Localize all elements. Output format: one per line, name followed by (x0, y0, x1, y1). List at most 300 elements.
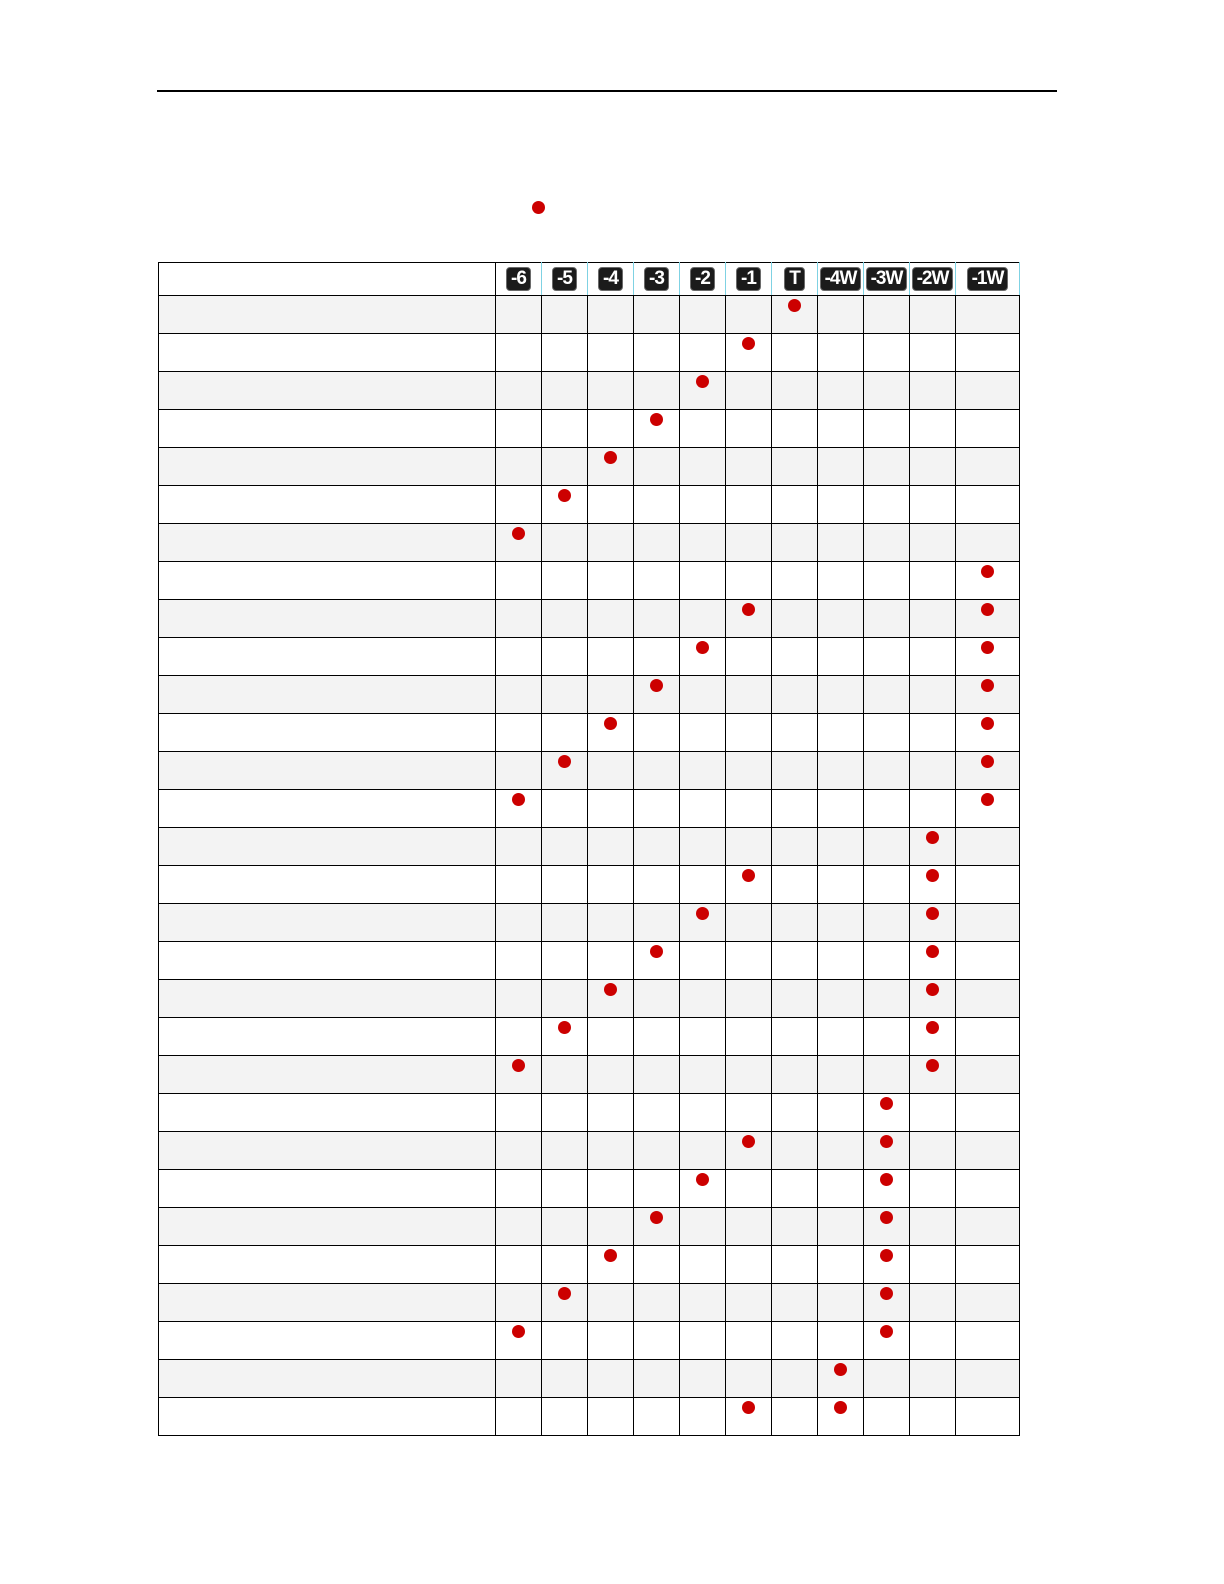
red-dot-icon (742, 337, 755, 350)
matrix-cell (634, 714, 680, 752)
matrix-cell (726, 752, 772, 790)
red-dot-icon (981, 755, 994, 768)
matrix-cell (864, 714, 910, 752)
matrix-cell (726, 1284, 772, 1322)
matrix-cell (542, 638, 588, 676)
row-label (159, 1360, 496, 1398)
matrix-cell (496, 1132, 542, 1170)
matrix-cell (496, 1018, 542, 1056)
red-dot-icon (926, 945, 939, 958)
matrix-cell (910, 638, 956, 676)
matrix-cell (542, 828, 588, 866)
matrix-cell (818, 1246, 864, 1284)
matrix-cell (542, 1360, 588, 1398)
matrix-cell (910, 866, 956, 904)
matrix-cell (910, 714, 956, 752)
matrix-cell (588, 828, 634, 866)
matrix-cell (726, 448, 772, 486)
matrix-cell (542, 980, 588, 1018)
matrix-cell (726, 524, 772, 562)
matrix-cell (542, 1208, 588, 1246)
matrix-cell (910, 1360, 956, 1398)
matrix-cell (910, 562, 956, 600)
matrix-cell (772, 1170, 818, 1208)
matrix-cell (818, 334, 864, 372)
table-row (159, 1284, 1020, 1322)
matrix-cell (634, 866, 680, 904)
matrix-cell (542, 1246, 588, 1284)
matrix-cell (496, 714, 542, 752)
matrix-cell (588, 1284, 634, 1322)
matrix-cell (496, 448, 542, 486)
column-header-1 (726, 263, 772, 296)
matrix-cell (818, 904, 864, 942)
matrix-cell (818, 828, 864, 866)
matrix-cell (818, 676, 864, 714)
matrix-cell (634, 600, 680, 638)
matrix-cell (956, 1018, 1020, 1056)
matrix-cell (542, 1056, 588, 1094)
matrix-cell (772, 828, 818, 866)
matrix-cell (542, 448, 588, 486)
matrix-cell (772, 714, 818, 752)
matrix-cell (588, 1094, 634, 1132)
matrix-cell (588, 714, 634, 752)
row-label (159, 296, 496, 334)
row-label (159, 1208, 496, 1246)
column-header-1W (956, 263, 1020, 296)
matrix-cell (726, 410, 772, 448)
red-dot-icon (981, 793, 994, 806)
matrix-cell (680, 790, 726, 828)
matrix-cell (634, 1018, 680, 1056)
red-dot-icon (926, 1021, 939, 1034)
red-dot-icon (512, 1325, 525, 1338)
matrix-cell (680, 904, 726, 942)
matrix-cell (726, 904, 772, 942)
red-dot-icon (788, 299, 801, 312)
matrix-cell (542, 942, 588, 980)
column-badge: -2W (912, 267, 954, 291)
matrix-cell (542, 1094, 588, 1132)
red-dot-icon (880, 1249, 893, 1262)
matrix-cell (588, 1360, 634, 1398)
matrix-cell (726, 638, 772, 676)
matrix-cell (680, 1284, 726, 1322)
column-badge: T (784, 267, 805, 291)
red-dot-icon (880, 1173, 893, 1186)
column-header-3W (864, 263, 910, 296)
matrix-cell (818, 296, 864, 334)
red-dot-icon (981, 717, 994, 730)
table-row (159, 524, 1020, 562)
red-dot-icon (880, 1325, 893, 1338)
red-dot-icon (558, 489, 571, 502)
matrix-cell (772, 486, 818, 524)
matrix-cell (680, 942, 726, 980)
matrix-cell (634, 942, 680, 980)
matrix-cell (588, 486, 634, 524)
matrix-cell (864, 486, 910, 524)
matrix-cell (772, 600, 818, 638)
red-dot-icon (926, 907, 939, 920)
matrix-cell (588, 752, 634, 790)
matrix-cell (680, 1094, 726, 1132)
matrix-cell (496, 486, 542, 524)
matrix-cell (956, 296, 1020, 334)
red-dot-icon (742, 1401, 755, 1414)
matrix-cell (634, 1094, 680, 1132)
table-row (159, 904, 1020, 942)
matrix-cell (680, 1360, 726, 1398)
matrix-cell (864, 448, 910, 486)
matrix-cell (772, 866, 818, 904)
matrix-cell (680, 714, 726, 752)
matrix-cell (680, 448, 726, 486)
matrix-cell (864, 1094, 910, 1132)
table-row (159, 1208, 1020, 1246)
matrix-cell (956, 334, 1020, 372)
matrix-cell (680, 410, 726, 448)
matrix-cell (542, 866, 588, 904)
matrix-cell (956, 1208, 1020, 1246)
matrix-cell (910, 1132, 956, 1170)
matrix-cell (588, 1170, 634, 1208)
table-row (159, 980, 1020, 1018)
matrix-cell (910, 1398, 956, 1436)
matrix-cell (680, 1246, 726, 1284)
matrix-cell (542, 486, 588, 524)
red-dot-icon (926, 831, 939, 844)
red-dot-icon (742, 1135, 755, 1148)
matrix-cell (910, 334, 956, 372)
row-label (159, 1132, 496, 1170)
matrix-cell (956, 752, 1020, 790)
matrix-cell (496, 1246, 542, 1284)
column-header-2W (910, 263, 956, 296)
table-row (159, 1170, 1020, 1208)
row-label (159, 1094, 496, 1132)
matrix-cell (772, 1094, 818, 1132)
red-dot-icon (604, 983, 617, 996)
matrix-cell (496, 1284, 542, 1322)
column-header-3 (634, 263, 680, 296)
table-row (159, 1094, 1020, 1132)
table-row (159, 828, 1020, 866)
matrix-cell (818, 524, 864, 562)
table-row (159, 372, 1020, 410)
red-dot-icon (558, 1021, 571, 1034)
row-label (159, 334, 496, 372)
row-label (159, 1170, 496, 1208)
matrix-cell (726, 372, 772, 410)
header-label-cell (159, 263, 496, 296)
matrix-cell (726, 296, 772, 334)
matrix-cell (818, 1018, 864, 1056)
matrix-cell (956, 1398, 1020, 1436)
matrix-cell (680, 600, 726, 638)
matrix-cell (818, 600, 864, 638)
matrix-cell (818, 1208, 864, 1246)
matrix-cell (588, 980, 634, 1018)
matrix-cell (956, 942, 1020, 980)
column-header-6 (496, 263, 542, 296)
matrix-cell (726, 1246, 772, 1284)
matrix-cell (634, 980, 680, 1018)
column-header-2 (680, 263, 726, 296)
matrix-cell (956, 1056, 1020, 1094)
row-label (159, 372, 496, 410)
matrix-cell (864, 1398, 910, 1436)
matrix-cell (680, 638, 726, 676)
matrix-cell (864, 1246, 910, 1284)
matrix-cell (910, 296, 956, 334)
matrix-cell (956, 1094, 1020, 1132)
matrix-cell (910, 828, 956, 866)
matrix-cell (772, 1322, 818, 1360)
matrix-cell (772, 1132, 818, 1170)
red-dot-icon (604, 717, 617, 730)
table-row (159, 1056, 1020, 1094)
matrix-cell (772, 942, 818, 980)
matrix-cell (864, 1018, 910, 1056)
matrix-cell (588, 524, 634, 562)
matrix-cell (956, 790, 1020, 828)
matrix-cell (818, 562, 864, 600)
matrix-cell (726, 714, 772, 752)
matrix-cell (864, 942, 910, 980)
matrix-cell (588, 334, 634, 372)
matrix-cell (910, 980, 956, 1018)
matrix-cell (818, 1094, 864, 1132)
matrix-cell (910, 372, 956, 410)
matrix-cell (864, 1322, 910, 1360)
matrix-cell (496, 828, 542, 866)
red-dot-icon (558, 755, 571, 768)
matrix-cell (818, 372, 864, 410)
matrix-cell (634, 334, 680, 372)
red-dot-icon (981, 641, 994, 654)
table-row (159, 866, 1020, 904)
matrix-cell (680, 372, 726, 410)
table-row (159, 752, 1020, 790)
matrix-cell (956, 448, 1020, 486)
matrix-cell (956, 1132, 1020, 1170)
matrix-cell (542, 372, 588, 410)
matrix-cell (634, 448, 680, 486)
row-label (159, 1056, 496, 1094)
matrix-cell (956, 524, 1020, 562)
red-dot-icon (696, 907, 709, 920)
matrix-cell (542, 600, 588, 638)
matrix-cell (956, 562, 1020, 600)
matrix-cell (634, 486, 680, 524)
matrix-cell (680, 296, 726, 334)
matrix-cell (910, 524, 956, 562)
matrix-cell (496, 866, 542, 904)
matrix-cell (496, 1398, 542, 1436)
matrix-cell (956, 1284, 1020, 1322)
red-dot-icon (512, 793, 525, 806)
matrix-cell (956, 714, 1020, 752)
matrix-cell (910, 942, 956, 980)
matrix-cell (634, 1056, 680, 1094)
matrix-cell (542, 1132, 588, 1170)
table-row (159, 600, 1020, 638)
matrix-cell (864, 1208, 910, 1246)
matrix-cell (910, 448, 956, 486)
matrix-cell (634, 1360, 680, 1398)
column-badge: -3 (644, 267, 669, 291)
column-badge: -4W (820, 267, 862, 291)
matrix-cell (680, 1208, 726, 1246)
matrix-cell (864, 296, 910, 334)
matrix-cell (910, 1056, 956, 1094)
matrix-cell (726, 942, 772, 980)
matrix-cell (542, 1284, 588, 1322)
column-header-5 (542, 263, 588, 296)
row-label (159, 828, 496, 866)
matrix-cell (864, 1360, 910, 1398)
matrix-cell (680, 866, 726, 904)
table-row (159, 942, 1020, 980)
row-label (159, 410, 496, 448)
matrix-cell (818, 942, 864, 980)
matrix-cell (818, 448, 864, 486)
matrix-cell (634, 638, 680, 676)
column-badge: -4 (598, 267, 623, 291)
matrix-cell (496, 980, 542, 1018)
matrix-cell (956, 410, 1020, 448)
header-rule (157, 90, 1057, 92)
table-row (159, 638, 1020, 676)
matrix-cell (864, 1170, 910, 1208)
matrix-cell (864, 600, 910, 638)
matrix-cell (680, 1056, 726, 1094)
matrix-cell (818, 1360, 864, 1398)
matrix-cell (772, 1398, 818, 1436)
matrix-cell (680, 1018, 726, 1056)
matrix-cell (772, 904, 818, 942)
matrix-cell (496, 1322, 542, 1360)
matrix-cell (726, 1018, 772, 1056)
matrix-cell (772, 1360, 818, 1398)
matrix-cell (588, 1322, 634, 1360)
matrix-cell (634, 1208, 680, 1246)
matrix-cell (726, 828, 772, 866)
matrix-cell (542, 410, 588, 448)
matrix-cell (956, 372, 1020, 410)
row-label (159, 1284, 496, 1322)
matrix-cell (910, 790, 956, 828)
matrix-cell (680, 486, 726, 524)
red-dot-icon (696, 375, 709, 388)
matrix-cell (956, 486, 1020, 524)
matrix-cell (772, 1246, 818, 1284)
matrix-cell (726, 1094, 772, 1132)
matrix-cell (542, 790, 588, 828)
matrix-cell (818, 410, 864, 448)
matrix-cell (726, 980, 772, 1018)
matrix-cell (680, 562, 726, 600)
matrix-cell (542, 714, 588, 752)
matrix-cell (634, 372, 680, 410)
matrix-cell (588, 1208, 634, 1246)
matrix-cell (864, 562, 910, 600)
matrix-cell (680, 676, 726, 714)
indicator-matrix-table (158, 262, 1020, 1436)
matrix-cell (726, 1360, 772, 1398)
red-dot-icon (981, 565, 994, 578)
matrix-cell (818, 866, 864, 904)
matrix-cell (818, 1284, 864, 1322)
red-dot-icon (981, 603, 994, 616)
table-row (159, 1246, 1020, 1284)
red-dot-icon (696, 641, 709, 654)
red-dot-icon (834, 1401, 847, 1414)
matrix-cell (634, 1132, 680, 1170)
row-label (159, 980, 496, 1018)
matrix-cell (772, 980, 818, 1018)
matrix-cell (588, 866, 634, 904)
matrix-cell (864, 410, 910, 448)
matrix-cell (726, 676, 772, 714)
matrix-cell (772, 334, 818, 372)
matrix-cell (818, 752, 864, 790)
column-badge: -6 (506, 267, 531, 291)
matrix-cell (680, 1132, 726, 1170)
matrix-cell (496, 752, 542, 790)
matrix-cell (726, 790, 772, 828)
matrix-cell (588, 676, 634, 714)
red-dot-icon (742, 869, 755, 882)
matrix-cell (956, 638, 1020, 676)
table-row (159, 1018, 1020, 1056)
matrix-cell (772, 448, 818, 486)
matrix-cell (496, 372, 542, 410)
matrix-cell (772, 1056, 818, 1094)
matrix-cell (496, 334, 542, 372)
red-dot-icon (880, 1287, 893, 1300)
matrix-cell (818, 980, 864, 1018)
row-label (159, 790, 496, 828)
table-row (159, 410, 1020, 448)
matrix-cell (864, 372, 910, 410)
matrix-cell (588, 562, 634, 600)
matrix-cell (634, 410, 680, 448)
matrix-cell (864, 334, 910, 372)
matrix-cell (680, 1398, 726, 1436)
table-row (159, 676, 1020, 714)
matrix-cell (956, 1170, 1020, 1208)
matrix-cell (496, 1094, 542, 1132)
red-dot-icon (604, 1249, 617, 1262)
matrix-cell (726, 1056, 772, 1094)
matrix-cell (588, 1398, 634, 1436)
column-header-4 (588, 263, 634, 296)
row-label (159, 448, 496, 486)
red-dot-icon (880, 1135, 893, 1148)
matrix-cell (542, 334, 588, 372)
matrix-cell (496, 524, 542, 562)
row-label (159, 486, 496, 524)
matrix-cell (910, 1284, 956, 1322)
matrix-cell (634, 752, 680, 790)
matrix-cell (588, 790, 634, 828)
matrix-cell (726, 1398, 772, 1436)
red-dot-icon (650, 945, 663, 958)
matrix-cell (496, 942, 542, 980)
